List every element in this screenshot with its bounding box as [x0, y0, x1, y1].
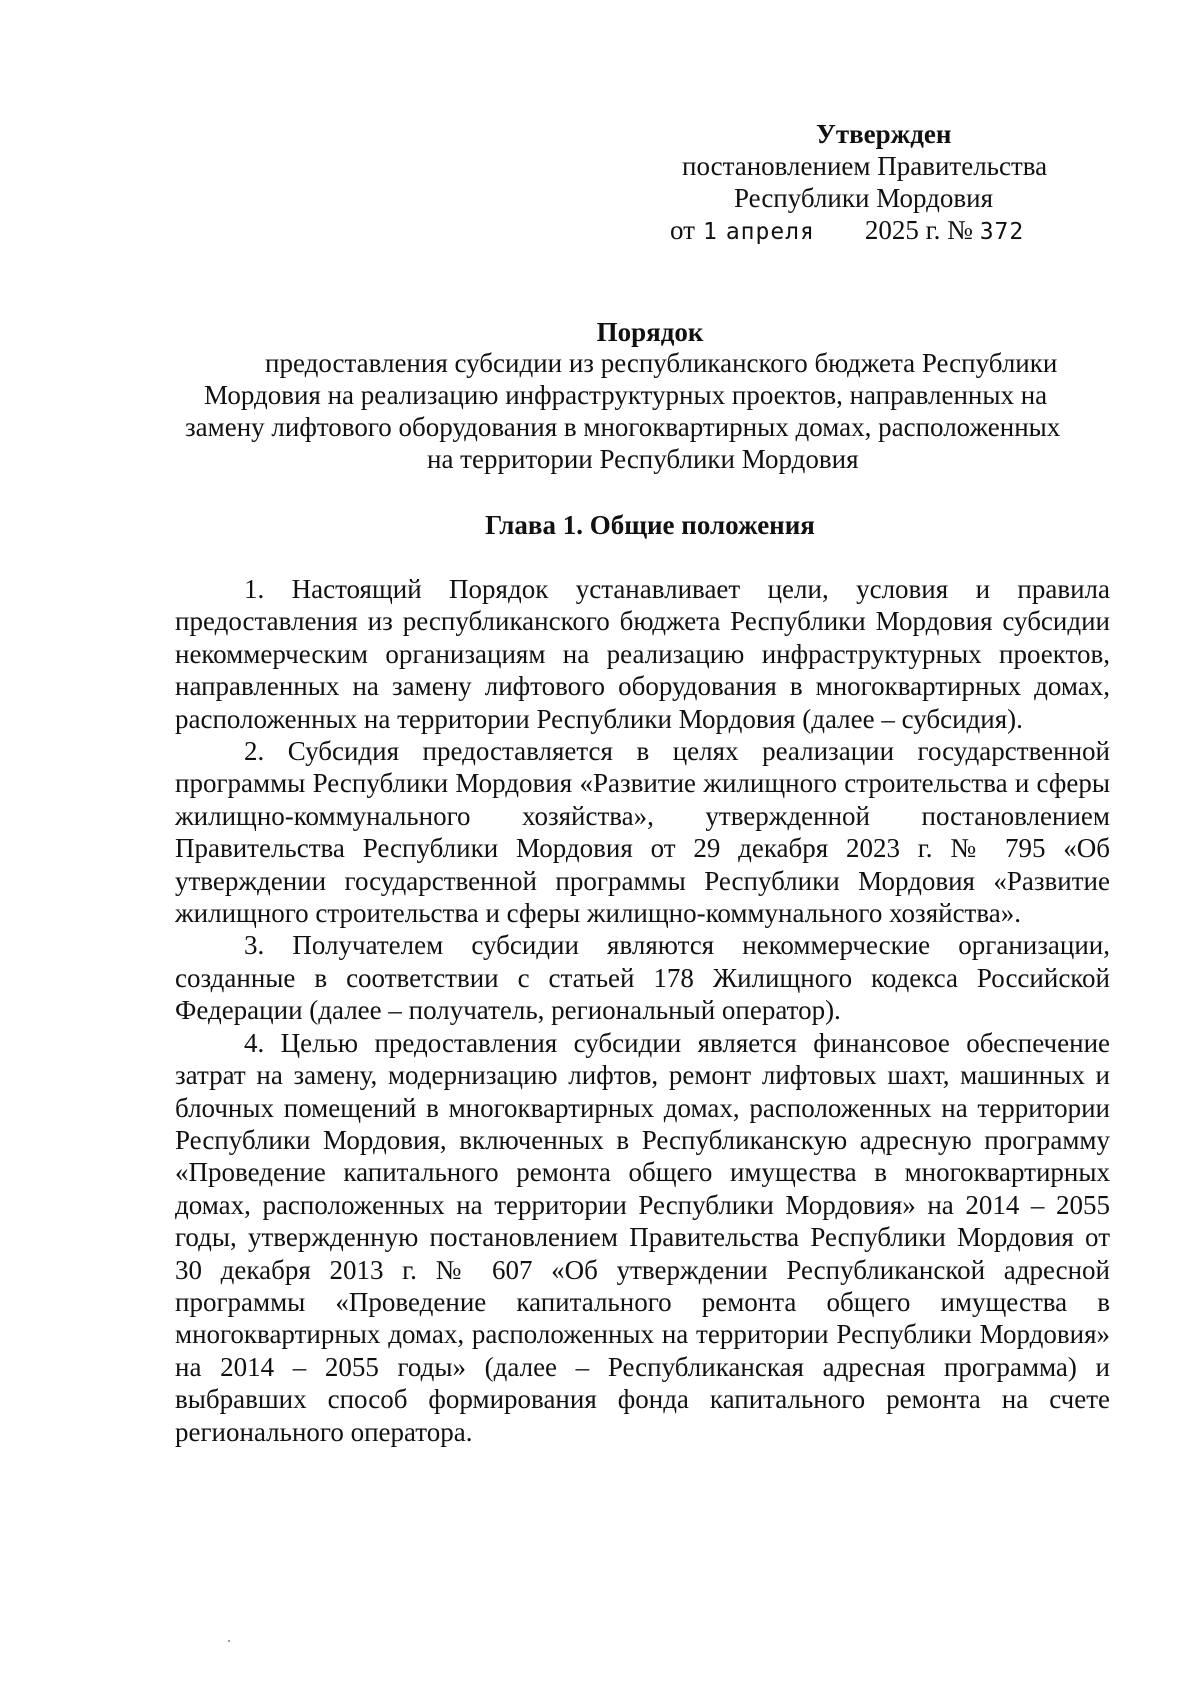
paragraph-2: 2. Субсидия предоставляется в целях реализации государственной программы Республики Мордовия «Развитие жилищного строительства и сферы жилищно-коммунального хозяйства», утвержденной постановлением Правительства Республики Мордовия от 29 декабря 2023 г. № 795 «Об утверждении государственной программы Республики Мордовия «Развитие жилищного строительства и сферы жилищно-коммунального хозяйства».	[175, 736, 1110, 929]
document-body	[175, 573, 1110, 1448]
approval-title: Утвержден	[816, 119, 952, 149]
approval-date-line	[660, 214, 1100, 248]
approval-day: 1	[702, 219, 718, 245]
approval-line-resolution: постановлением Правительства	[682, 151, 1048, 181]
approval-year: 2025 г. №	[864, 215, 973, 245]
approval-line-republic: Республики Мордовия	[734, 183, 994, 213]
subtitle-line: на территории Республики Мордовия	[427, 444, 859, 474]
paragraph-1: 1. Настоящий Порядок устанавливает цели, условия и правила предоставления из республиканского бюджета Республики Мордовия субсидии некоммерческим организациям на реализацию инфраструктурных проектов, направленных на замену лифтового оборудования в многоквартирных домах, расположенных на территории Республики Мордовия (далее – субсидия).	[175, 574, 1110, 734]
paragraph-4: 4. Целью предоставления субсидии является финансовое обеспечение затрат на замену, модернизацию лифтов, ремонт лифтовых шахт, машинных и блочных помещений в многоквартирных домах, расположенных на территории Республики Мордовия, включенных в Республиканскую адресную программу «Проведение капитального ремонта общего имущества в многоквартирных домах, расположенных на территории Республики Мордовия» на 2014 – 2055 годы, утвержденную постановлением Правительства Республики Мордовия от 30 декабря 2013 г. № 607 «Об утверждении Республиканской адресной программы «Проведение капитального ремонта общего имущества в многоквартирных домах, расположенных на территории Республики Мордовия» на 2014 – 2055 годы» (далее – Республиканская адресная программа) и выбравших способ формирования фонда капитального ремонта на счете регионального оператора.	[175, 1027, 1110, 1447]
approval-number: 372	[979, 219, 1025, 245]
subtitle-line: Мордовия на реализацию инфраструктурных проектов, направленных на	[204, 380, 1048, 410]
document-title: Порядок	[596, 317, 704, 347]
approval-stamp-block	[660, 118, 1100, 248]
document-subtitle	[175, 347, 1115, 475]
paragraph-3: 3. Получателем субсидии являются некоммерческие организации, созданные в соответствии с статьей 178 Жилищного кодекса Российской Федерации (далее – получатель, региональный оператор).	[175, 930, 1110, 1026]
approval-from-prefix: от	[670, 215, 695, 245]
subtitle-line: замену лифтового оборудования в многоквартирных домах, расположенных	[185, 412, 1061, 442]
subtitle-line: предоставления субсидии из республиканского бюджета Республики	[265, 348, 1058, 378]
approval-month: апреля	[725, 219, 815, 245]
chapter-heading: Глава 1. Общие положения	[485, 510, 815, 540]
scan-dot	[228, 1640, 230, 1642]
